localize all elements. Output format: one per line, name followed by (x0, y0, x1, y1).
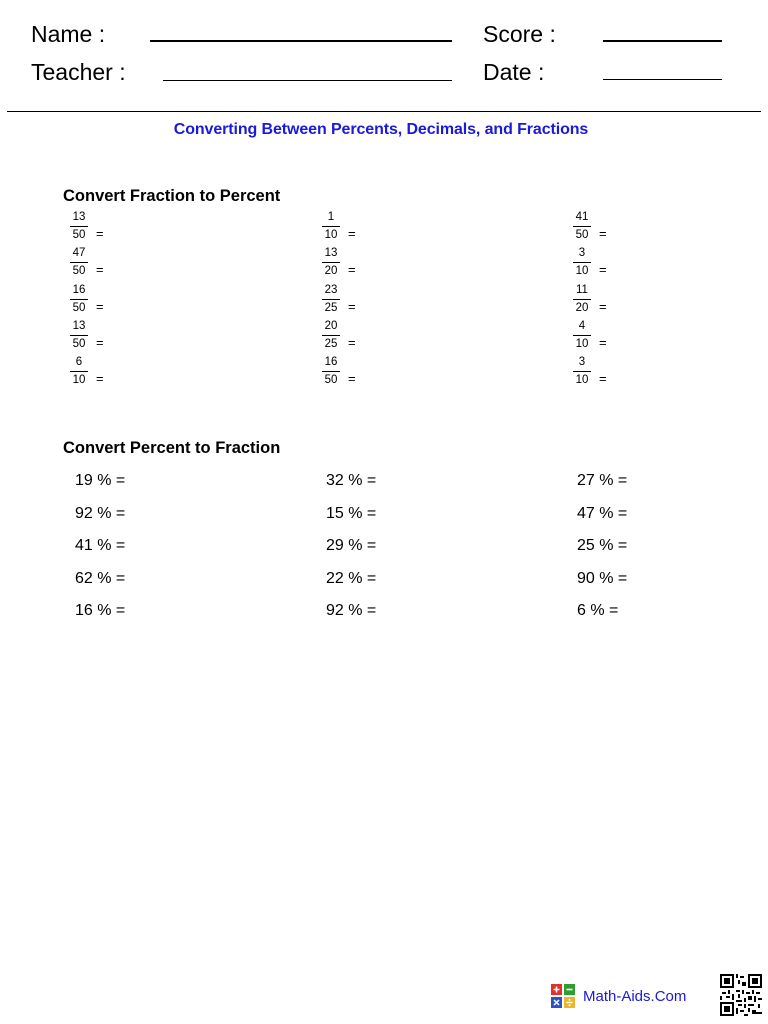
denominator: 50 (575, 229, 589, 241)
fraction (68, 319, 90, 355)
equals-sign: = (348, 262, 356, 278)
fraction-bar (573, 262, 591, 263)
qr-code-icon (720, 974, 762, 1016)
denominator: 50 (324, 374, 338, 387)
fraction-bar (573, 226, 591, 227)
fraction-bar (70, 335, 88, 336)
teacher-label: Teacher : (31, 59, 126, 85)
fraction (68, 246, 90, 282)
equals-sign: = (96, 262, 104, 278)
percent-problem: 47 % = (577, 504, 628, 522)
fraction-bar (70, 262, 88, 263)
denominator: 10 (575, 374, 589, 387)
fraction (571, 319, 593, 355)
percent-problem: 16 % = (75, 602, 126, 619)
denominator: 10 (575, 337, 589, 350)
equals-sign: = (348, 371, 356, 387)
fraction (571, 246, 593, 282)
percent-problem: 41 % = (75, 537, 126, 554)
fraction-bar (573, 371, 591, 372)
fraction (320, 283, 342, 319)
percent-problem: 27 % = (577, 472, 628, 489)
fraction-bar (322, 371, 340, 372)
numerator: 13 (324, 247, 338, 260)
denominator: 50 (72, 337, 86, 350)
fraction (320, 355, 342, 391)
numerator: 1 (327, 211, 335, 223)
percent-problem: 29 % = (326, 537, 377, 554)
equals-sign: = (96, 226, 104, 241)
worksheet-title: Converting Between Percents, Decimals, and Fractions (173, 121, 589, 138)
header-divider (7, 111, 761, 112)
score-line (603, 40, 722, 42)
numerator: 13 (72, 319, 86, 332)
fraction (571, 355, 593, 391)
denominator: 10 (575, 265, 589, 278)
percent-problem: 32 % = (326, 472, 377, 489)
denominator: 50 (72, 229, 86, 241)
equals-sign: = (96, 371, 104, 387)
percent-problem: 15 % = (326, 504, 377, 522)
fraction (68, 210, 90, 246)
fraction-bar (322, 226, 340, 227)
fraction-bar (70, 299, 88, 300)
math-operators-icon (551, 984, 575, 1008)
fraction (68, 283, 90, 319)
equals-sign: = (599, 226, 607, 241)
equals-sign: = (348, 298, 356, 314)
percent-problem: 6 % = (577, 602, 619, 619)
denominator: 50 (72, 265, 86, 278)
fraction-bar (70, 226, 88, 227)
numerator: 6 (75, 356, 83, 369)
equals-sign: = (599, 298, 607, 314)
numerator: 3 (578, 356, 586, 369)
teacher-line (163, 80, 452, 81)
percent-problem: 92 % = (326, 602, 377, 619)
equals-sign: = (348, 334, 356, 350)
numerator: 47 (72, 247, 86, 260)
numerator: 20 (324, 319, 338, 332)
percent-problem: 90 % = (577, 569, 628, 587)
numerator: 41 (575, 211, 589, 223)
equals-sign: = (599, 262, 607, 278)
score-label: Score : (483, 21, 556, 47)
equals-sign: = (96, 334, 104, 350)
fraction (571, 210, 593, 246)
denominator: 20 (575, 301, 589, 314)
numerator: 16 (72, 283, 86, 296)
fraction-bar (322, 262, 340, 263)
section-percent-to-fraction-title: Convert Percent to Fraction (63, 439, 281, 457)
fraction (68, 355, 90, 391)
fraction (571, 283, 593, 319)
date-label: Date : (483, 59, 545, 85)
denominator: 50 (72, 301, 86, 314)
date-line (603, 79, 722, 80)
equals-sign: = (599, 334, 607, 350)
fraction-bar (322, 299, 340, 300)
fraction (320, 210, 342, 246)
percent-problem: 19 % = (75, 472, 126, 489)
numerator: 23 (324, 283, 338, 296)
name-line (150, 40, 452, 42)
denominator: 10 (324, 229, 338, 241)
equals-sign: = (599, 371, 607, 387)
denominator: 25 (324, 337, 338, 350)
denominator: 10 (72, 374, 86, 387)
numerator: 4 (578, 319, 586, 332)
percent-problem: 62 % = (75, 569, 126, 587)
equals-sign: = (348, 226, 356, 241)
numerator: 13 (72, 211, 86, 223)
equals-sign: = (96, 298, 104, 314)
numerator: 3 (578, 247, 586, 260)
percent-problem: 22 % = (326, 569, 377, 587)
numerator: 11 (576, 283, 588, 296)
numerator: 16 (324, 356, 338, 369)
fraction-bar (322, 335, 340, 336)
percent-problem: 92 % = (75, 504, 126, 522)
fraction-bar (70, 371, 88, 372)
fraction-bar (573, 299, 591, 300)
name-label: Name : (31, 21, 106, 47)
site-name[interactable]: Math-Aids.Com (583, 988, 687, 1005)
denominator: 20 (324, 265, 338, 278)
percent-problem: 25 % = (577, 537, 628, 554)
fraction (320, 319, 342, 355)
fraction (320, 246, 342, 282)
denominator: 25 (324, 301, 338, 314)
section-fraction-to-percent-title: Convert Fraction to Percent (63, 187, 281, 205)
fraction-bar (573, 335, 591, 336)
